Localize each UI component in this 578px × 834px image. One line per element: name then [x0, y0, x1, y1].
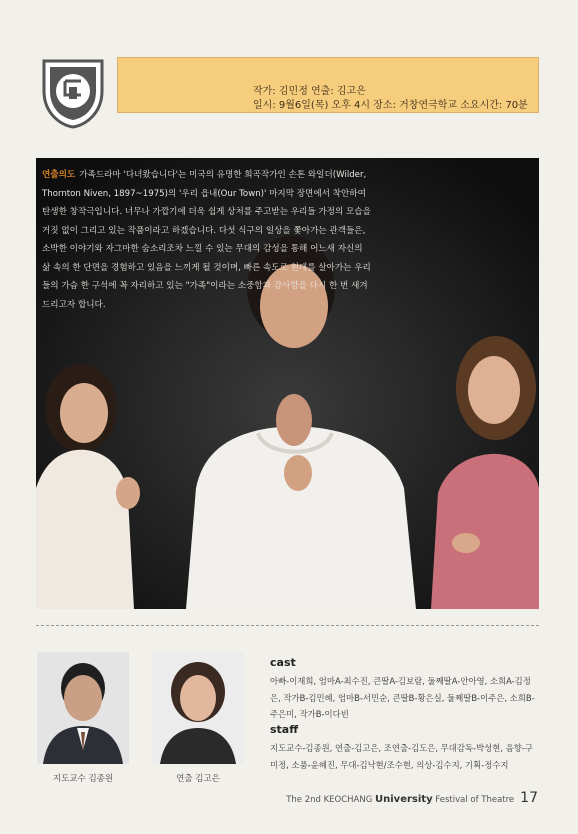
section-divider	[36, 625, 539, 626]
footer-suffix: Festival of Theatre	[432, 795, 515, 805]
staff-list: 지도교수-김종원, 연출-김고은, 조연출-김도은, 무대감독-박성현, 음향-구미정, 소품-윤혜진, 무대-김낙현/조수현, 의상-김수지, 기획-정수지	[270, 743, 533, 770]
performance-info-band	[117, 57, 539, 113]
university-emblem-icon	[40, 57, 106, 129]
director-caption: 연출 김고은	[176, 774, 220, 784]
schedule-line: 일시: 9월6일(목) 오후 4시 장소: 거창연극학교 소요시간: 70분	[253, 100, 528, 111]
footer-prefix: The 2nd KEOCHANG	[286, 795, 376, 805]
credits-line: 작가: 김민정 연출: 김고은	[253, 86, 366, 97]
director-note	[42, 166, 372, 314]
advisor-portrait	[37, 652, 129, 764]
footer-emphasis: University	[375, 794, 433, 805]
cast-list: 아빠-이재희, 엄마A-최수진, 큰딸A-김보람, 둘째딸A-안아영, 소희A-김정은, 작가B-김민혜, 엄마B-서민순, 큰딸B-황은실, 둘째딸B-이주은, 소희B-주은미, 작가B-이다빈	[270, 676, 535, 719]
director-note-body: 가족드라마 '다녀왔습니다'는 미국의 유명한 희곡작가인 손톤 와일더(Wilder, Thornton Niven, 1897~1975)의 '우리 읍내(Our Town)' 마지막 장면에서 착안하여 탄생한 창작극입니다. 너무나 가깝기에 더욱 쉽게 상처를 주고받는 우리들 가정의 모습을 거짓 없이 그리고 있는 작품이라고 하겠습니다. 다섯 식구의 일상을 쫓아가는 관객들은, 소박한 이야기와 자그마한 숨소리조차 느낄 수 있는 무대의 감성을 통해 어느새 자신의 삶 속의 한 단면을 경험하고 있음을 느끼게 될 것이며, 빠른 속도로 현대를 살아가는 우리들의 가슴 한 구석에 꼭 자리하고 있는 "가족"이라는 소중함과 감사함을 다시 한 번 새겨 드리고자 합니다.	[42, 170, 371, 310]
page-number: 17	[520, 790, 538, 806]
director-portrait	[152, 652, 244, 764]
director-note-label: 연출의도	[42, 170, 76, 180]
page-footer	[286, 790, 538, 806]
advisor-caption: 지도교수 김종원	[52, 774, 114, 784]
cast-title: cast	[270, 656, 296, 669]
staff-title: staff	[270, 723, 299, 736]
